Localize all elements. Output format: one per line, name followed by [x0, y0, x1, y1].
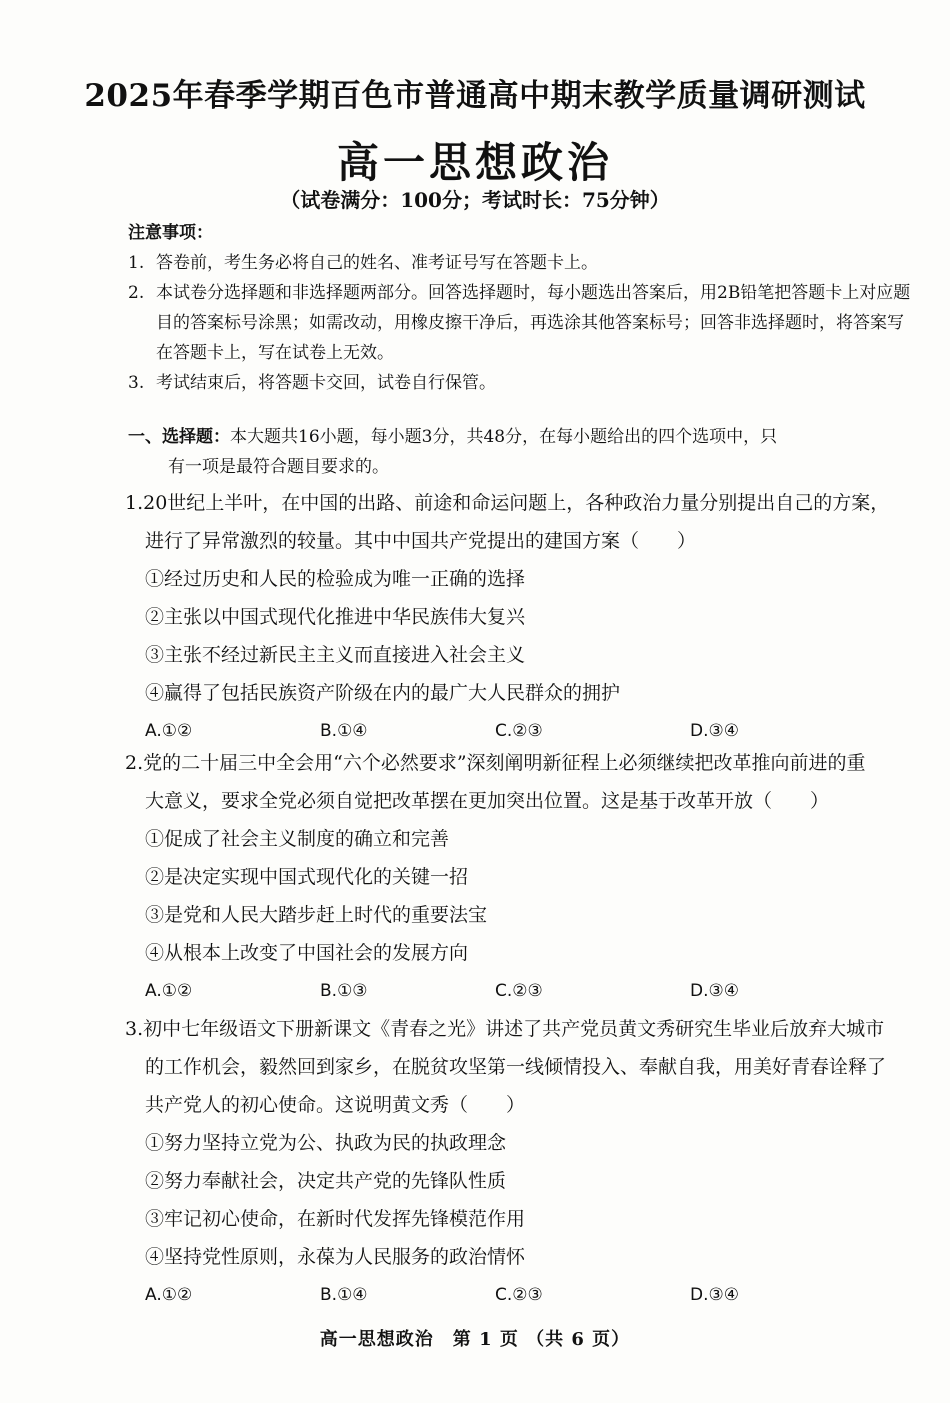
notes-title: 注意事项：	[128, 223, 213, 243]
statement-option: ③牢记初心使命，在新时代发挥先锋模范作用	[145, 1208, 526, 1230]
statement-option: ④从根本上改变了中国社会的发展方向	[145, 942, 469, 964]
statement-option: ③主张不经过新民主主义而直接进入社会主义	[145, 644, 526, 666]
question-stem: 3.初中七年级语文下册新课文《青春之光》讲述了共产党员黄文秀研究生毕业后放弃大城市	[125, 1018, 885, 1040]
exam-title: 2025年春季学期百色市普通高中期末教学质量调研测试	[84, 78, 866, 114]
question-2: 2.党的二十届三中全会用“六个必然要求”深刻阐明新征程上必须继续把改革推向前进的重 大意义，要求全党必须自觉把改革摆在更加突出位置。这是基于改革开放（ ） ①促成了社会主义制度的确立和完善 ②是决定实现中国式现代化的关键一招 ③是党和人民大踏步赶上时代的重要法宝 ④从根本上改变了中国社会的发展方向 A.①② B.①③ C.②③ D.③④	[125, 744, 920, 1010]
question-stem: 1.20世纪上半叶，在中国的出路、前途和命运问题上，各种政治力量分别提出自己的方案，	[125, 492, 890, 514]
choice-d: D.③④	[690, 1285, 739, 1305]
note-item: 2. 本试卷分选择题和非选择题两部分。回答选择题时，每小题选出答案后，用2B铅笔把答题卡上对应题目的答案标号涂黑；如需改动，用橡皮擦干净后，再选涂其他答案标号；回答非选择题时，将答案写在答题卡上，写在试卷上无效。	[128, 283, 911, 363]
section-heading: 一、选择题：本大题共16小题，每小题3分，共48分，在每小题给出的四个选项中，只 有一项是最符合题目要求的。	[128, 427, 778, 477]
choice-b: B.①③	[320, 981, 368, 1001]
choice-c: C.②③	[495, 1285, 543, 1305]
subject-title: 高一思想政治	[336, 138, 613, 187]
question-stem: 2.党的二十届三中全会用“六个必然要求”深刻阐明新征程上必须继续把改革推向前进的重	[125, 752, 866, 774]
choice-b: B.①④	[320, 1285, 368, 1305]
choice-b: B.①④	[320, 721, 368, 741]
statement-option: ④赢得了包括民族资产阶级在内的最广大人民群众的拥护	[145, 682, 621, 704]
choice-d: D.③④	[690, 981, 739, 1001]
statement-option: ②努力奉献社会，决定共产党的先锋队性质	[145, 1170, 507, 1192]
question-3: 3.初中七年级语文下册新课文《青春之光》讲述了共产党员黄文秀研究生毕业后放弃大城市 的工作机会，毅然回到家乡，在脱贫攻坚第一线倾情投入、奉献自我，用美好青春诠释了 共产党人的初心使命。这说明黄文秀（ ） ①努力坚持立党为公、执政为民的执政理念 ②努力奉献社会，决定共产党的先锋队性质 ③牢记初心使命，在新时代发挥先锋模范作用 ④坚持党性原则，永葆为人民服务的政治情怀 A.①② B.①④ C.②③ D.③④	[125, 1010, 920, 1314]
answer-choices	[125, 1276, 920, 1314]
statement-option: ②是决定实现中国式现代化的关键一招	[145, 866, 469, 888]
section-instructions: 本大题共16小题，每小题3分，共48分，在每小题给出的四个选项中，只	[230, 427, 778, 447]
notes-block	[128, 218, 918, 398]
page-footer: 高一思想政治 第 1 页 （共 6 页）	[319, 1329, 631, 1350]
section-label: 一、选择题：	[128, 427, 230, 447]
choice-a: A.①②	[145, 721, 193, 741]
note-item: 3. 考试结束后，将答题卡交回，试卷自行保管。	[128, 373, 496, 393]
statement-option: ①努力坚持立党为公、执政为民的执政理念	[145, 1132, 507, 1154]
choice-c: C.②③	[495, 721, 543, 741]
answer-choices	[125, 972, 920, 1010]
statement-option: ①经过历史和人民的检验成为唯一正确的选择	[145, 568, 526, 590]
statement-option: ③是党和人民大踏步赶上时代的重要法宝	[145, 904, 488, 926]
statement-option: ①促成了社会主义制度的确立和完善	[145, 828, 450, 850]
choice-c: C.②③	[495, 981, 543, 1001]
exam-meta: （试卷满分：100分；考试时长：75分钟）	[280, 188, 670, 212]
choice-a: A.①②	[145, 981, 193, 1001]
statement-option: ④坚持党性原则，永葆为人民服务的政治情怀	[145, 1246, 526, 1268]
choice-d: D.③④	[690, 721, 739, 741]
note-item: 1. 答卷前，考生务必将自己的姓名、准考证号写在答题卡上。	[128, 253, 598, 273]
statement-option: ②主张以中国式现代化推进中华民族伟大复兴	[145, 606, 526, 628]
choice-a: A.①②	[145, 1285, 193, 1305]
question-1: 1.20世纪上半叶，在中国的出路、前途和命运问题上，各种政治力量分别提出自己的方案， 进行了异常激烈的较量。其中中国共产党提出的建国方案（ ） ①经过历史和人民的检验成为唯一正确的选择 ②主张以中国式现代化推进中华民族伟大复兴 ③主张不经过新民主主义而直接进入社会主义 ④赢得了包括民族资产阶级在内的最广大人民群众的拥护 A.①② B.①④ C.②③ D.③④	[125, 484, 920, 750]
